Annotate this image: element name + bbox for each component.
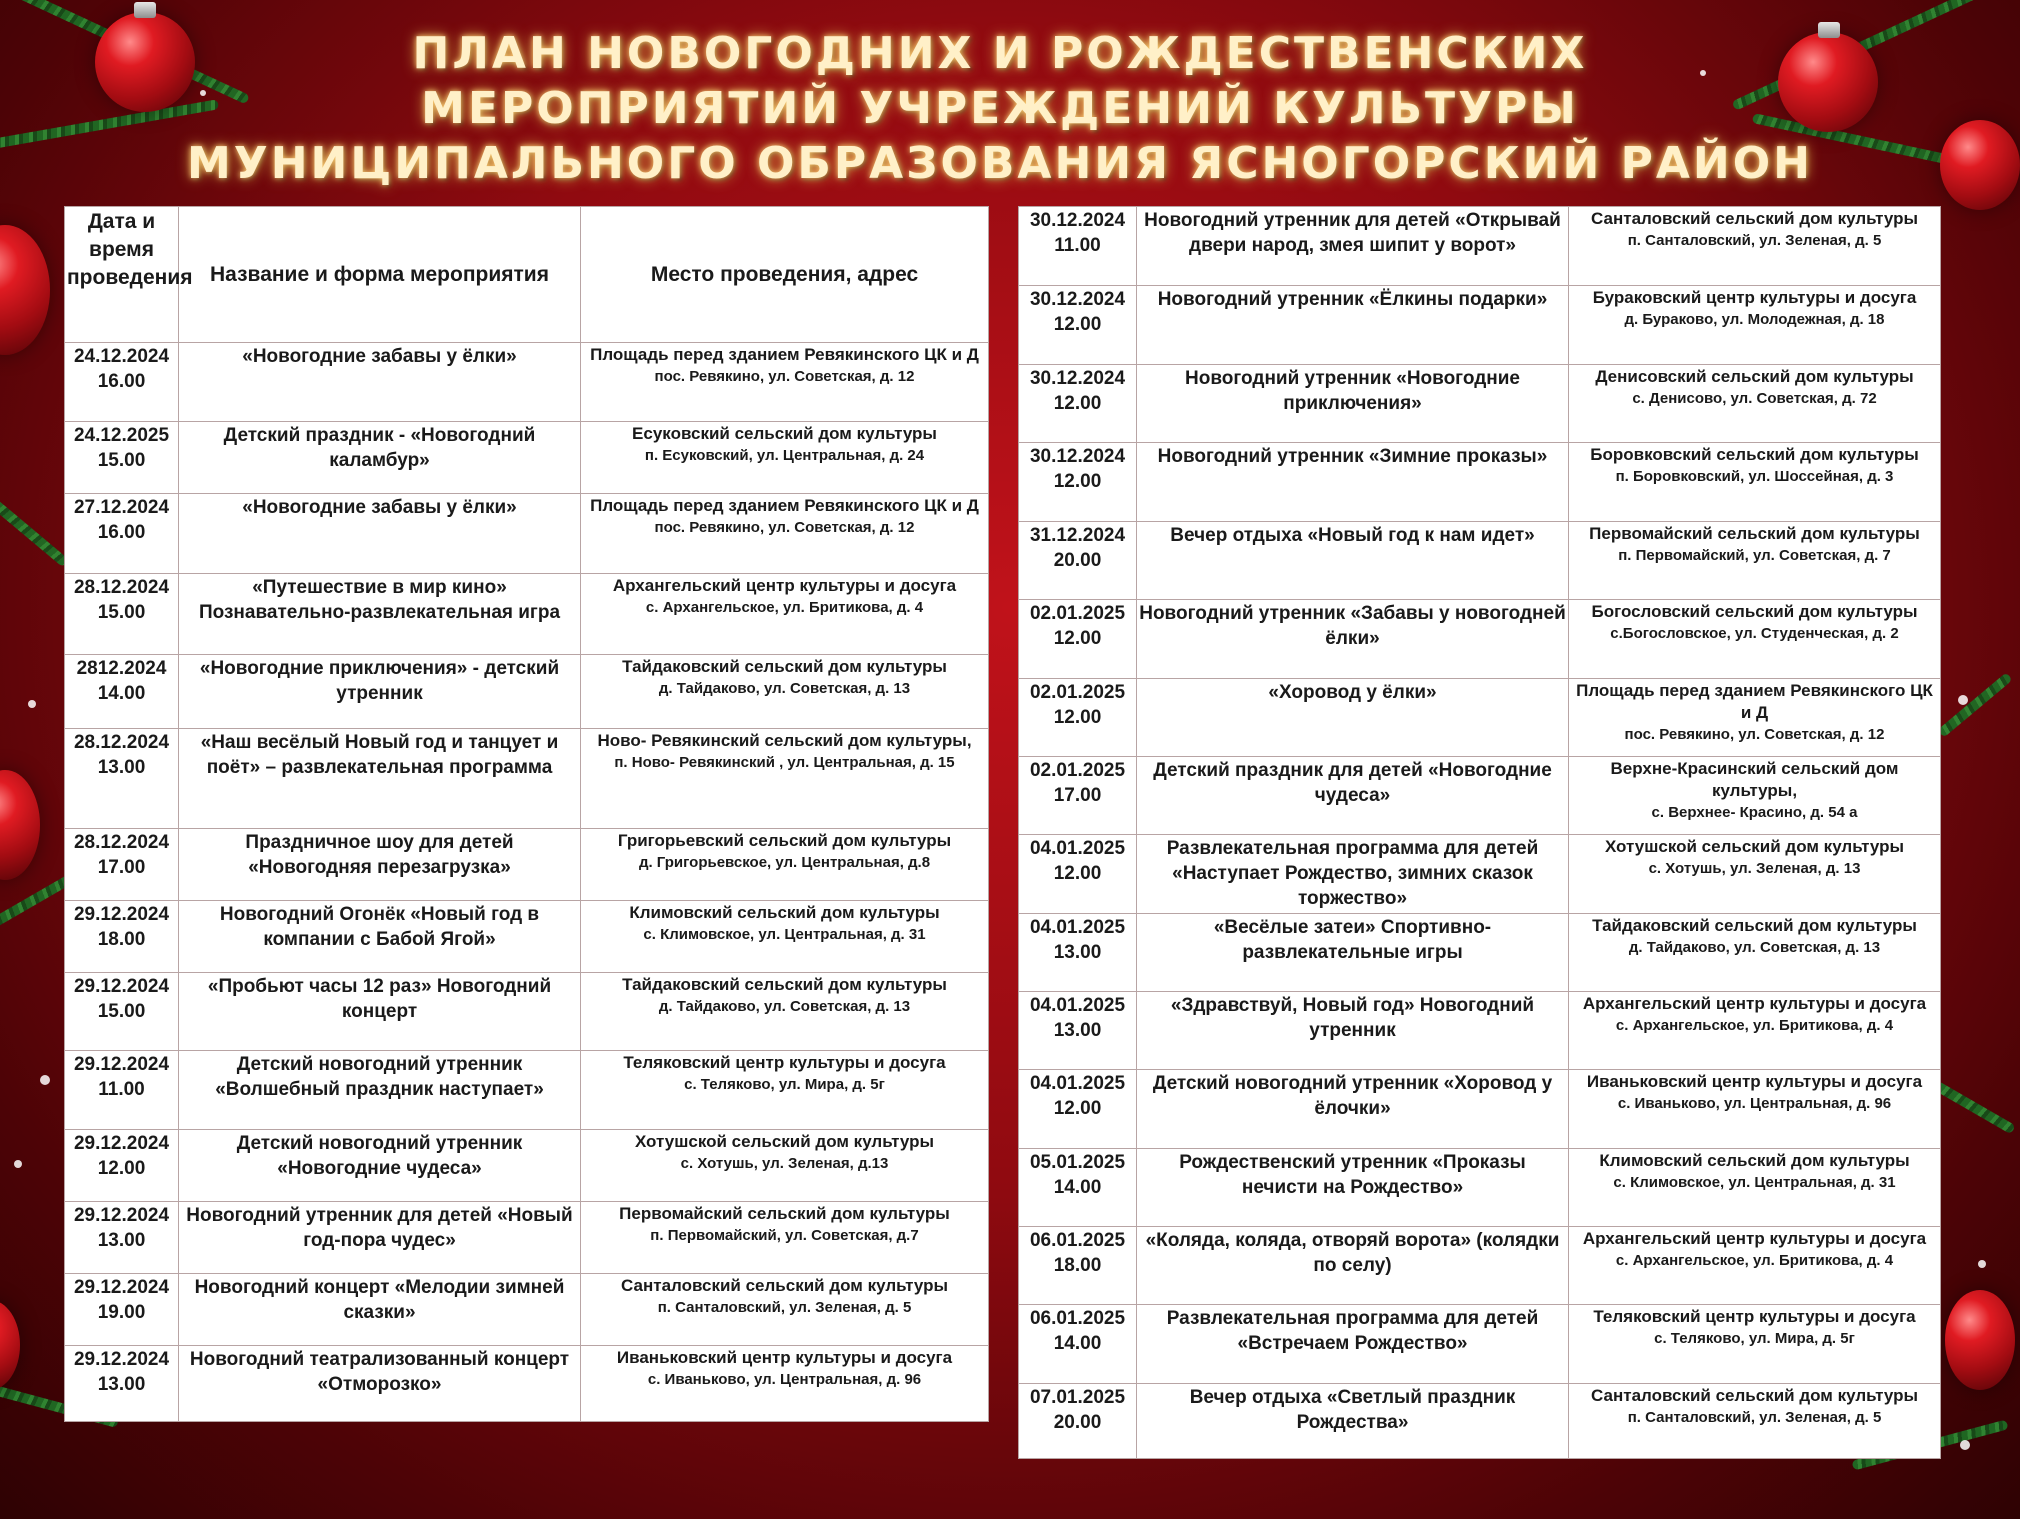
event-venue: Денисовский сельский дом культуры [1595, 367, 1914, 386]
event-name: Новогодний утренник «Ёлкины подарки» [1137, 286, 1569, 365]
event-venue: Санталовский сельский дом культуры [621, 1276, 948, 1295]
event-venue: Климовский сельский дом культуры [629, 903, 940, 922]
event-address: с. Иваньково, ул. Центральная, д. 96 [647, 1371, 922, 1388]
event-address: д. Григорьевское, ул. Центральная, д.8 [638, 854, 931, 871]
event-venue: Санталовский сельский дом культуры [1591, 209, 1918, 228]
event-venue: Архангельский центр культуры и досуга [612, 576, 957, 595]
event-date-time: 29.12.2024 13.00 [65, 1202, 179, 1274]
event-date-time: 28.12.2024 13.00 [65, 729, 179, 829]
event-address: с. Теляково, ул. Мира, д. 5г [684, 1076, 885, 1093]
table-row [65, 1346, 989, 1422]
event-date-time: 29.12.2024 18.00 [65, 901, 179, 973]
event-venue: Тайдаковский сельский дом культуры [622, 657, 947, 676]
event-date-time: 31.12.2024 20.00 [1019, 522, 1137, 600]
title-line-1: ПЛАН НОВОГОДНИХ И РОЖДЕСТВЕНСКИХ [412, 28, 1588, 79]
event-venue: Тайдаковский сельский дом культуры [622, 975, 947, 994]
table-row [65, 1051, 989, 1130]
header-name: Название и форма мероприятия [179, 207, 581, 343]
event-place-cell [1569, 1070, 1941, 1149]
event-name: Детский праздник для детей «Новогодние чудеса» [1137, 757, 1569, 835]
event-name: Новогодний концерт «Мелодии зимней сказки» [179, 1274, 581, 1346]
event-name: «Новогодние забавы у ёлки» [179, 494, 581, 574]
snow-dot [28, 700, 36, 708]
table-row [1019, 1227, 1941, 1305]
event-date-time: 06.01.2025 18.00 [1019, 1227, 1137, 1305]
event-address: д. Тайдаково, ул. Советская, д. 13 [1628, 939, 1881, 956]
event-address: пос. Ревякино, ул. Советская, д. 12 [654, 519, 915, 536]
ornament-cap [134, 2, 156, 18]
event-place-cell [1569, 1149, 1941, 1227]
event-name: Новогодний утренник «Новогодние приключения» [1137, 365, 1569, 443]
event-venue: Площадь перед зданием Ревякинского ЦК и Д [590, 345, 979, 364]
event-address: п. Санталовский, ул. Зеленая, д. 5 [1627, 1409, 1882, 1426]
event-name: Детский праздник - «Новогодний каламбур» [179, 422, 581, 494]
event-address: с. Хотушь, ул. Зеленая, д.13 [680, 1155, 889, 1172]
title-line-2: МЕРОПРИЯТИЙ УЧРЕЖДЕНИЙ КУЛЬТУРЫ [421, 83, 1579, 134]
event-address: п. Боровковский, ул. Шоссейная, д. 3 [1615, 468, 1894, 485]
snow-dot [14, 1160, 22, 1168]
event-address: д. Тайдаково, ул. Советская, д. 13 [658, 998, 911, 1015]
table-row [1019, 992, 1941, 1070]
event-name: Развлекательная программа для детей «Наступает Рождество, зимних сказок торжество» [1137, 835, 1569, 914]
event-place-cell [1569, 757, 1941, 835]
table-row [65, 1202, 989, 1274]
event-address: пос. Ревякино, ул. Советская, д. 12 [1624, 726, 1885, 743]
event-venue: Иваньковский центр культуры и досуга [1586, 1072, 1923, 1091]
event-address: с. Денисово, ул. Советская, д. 72 [1632, 390, 1877, 407]
event-date-time: 02.01.2025 12.00 [1019, 679, 1137, 757]
event-name: Детский новогодний утренник «Волшебный праздник наступает» [179, 1051, 581, 1130]
event-name: Вечер отдыха «Новый год к нам идет» [1137, 522, 1569, 600]
event-place-cell [581, 1274, 989, 1346]
event-place-cell [1569, 914, 1941, 992]
table-row [65, 1274, 989, 1346]
event-date-time: 30.12.2024 12.00 [1019, 443, 1137, 522]
event-venue: Есуковский сельский дом культуры [632, 424, 937, 443]
event-date-time: 07.01.2025 20.00 [1019, 1384, 1137, 1459]
event-date-time: 04.01.2025 13.00 [1019, 992, 1137, 1070]
title-line-3: МУНИЦИПАЛЬНОГО ОБРАЗОВАНИЯ ЯСНОГОРСКИЙ РАЙОН [187, 138, 1813, 189]
event-name: Детский новогодний утренник «Хоровод у ёлочки» [1137, 1070, 1569, 1149]
event-name: Рождественский утренник «Проказы нечисти на Рождество» [1137, 1149, 1569, 1227]
event-place-cell [581, 574, 989, 655]
event-address: с. Теляково, ул. Мира, д. 5г [1654, 1330, 1855, 1347]
event-date-time: 28.12.2024 15.00 [65, 574, 179, 655]
event-name: Новогодний утренник для детей «Новый год-пора чудес» [179, 1202, 581, 1274]
event-address: с. Архангельское, ул. Бритикова, д. 4 [645, 599, 924, 616]
event-name: «Путешествие в мир кино» Познавательно-развлекательная игра [179, 574, 581, 655]
event-place-cell [581, 1202, 989, 1274]
table-row [1019, 286, 1941, 365]
event-name: «Коляда, коляда, отворяй ворота» (колядки по селу) [1137, 1227, 1569, 1305]
event-place-cell [1569, 679, 1941, 757]
table-row [1019, 600, 1941, 679]
table-row [65, 494, 989, 574]
table-row [65, 655, 989, 729]
event-name: Новогодний утренник «Зимние проказы» [1137, 443, 1569, 522]
event-venue: Тайдаковский сельский дом культуры [1592, 916, 1917, 935]
event-place-cell [1569, 1227, 1941, 1305]
event-address: п. Есуковский, ул. Центральная, д. 24 [644, 447, 925, 464]
page-title [0, 26, 2000, 191]
event-name: Развлекательная программа для детей «Встречаем Рождество» [1137, 1305, 1569, 1384]
event-name: «Новогодние забавы у ёлки» [179, 343, 581, 422]
event-address: с. Архангельское, ул. Бритикова, д. 4 [1615, 1252, 1894, 1269]
event-place-cell [581, 973, 989, 1051]
event-place-cell [581, 343, 989, 422]
event-date-time: 28.12.2024 17.00 [65, 829, 179, 901]
table-row [65, 829, 989, 901]
snow-dot [40, 1075, 50, 1085]
event-name: «Наш весёлый Новый год и танцует и поёт» – развлекательная программа [179, 729, 581, 829]
event-venue: Хотушской сельский дом культуры [1604, 837, 1905, 856]
event-place-cell [1569, 1384, 1941, 1459]
event-venue: Верхне-Красинский сельский дом культуры, [1610, 759, 1899, 800]
event-venue: Богословский сельский дом культуры [1591, 602, 1918, 621]
table-row [65, 574, 989, 655]
event-name: Вечер отдыха «Светлый праздник Рождества» [1137, 1384, 1569, 1459]
event-address: д. Тайдаково, ул. Советская, д. 13 [658, 680, 911, 697]
event-address: с. Климовское, ул. Центральная, д. 31 [1613, 1174, 1896, 1191]
event-date-time: 30.12.2024 12.00 [1019, 286, 1137, 365]
event-name: «Новогодние приключения» - детский утренник [179, 655, 581, 729]
event-date-time: 04.01.2025 13.00 [1019, 914, 1137, 992]
event-date-time: 24.12.2025 15.00 [65, 422, 179, 494]
event-venue: Архангельский центр культуры и досуга [1582, 994, 1927, 1013]
event-venue: Григорьевский сельский дом культуры [617, 831, 952, 850]
event-place-cell [581, 1051, 989, 1130]
table-row [1019, 1384, 1941, 1459]
event-place-cell [581, 1346, 989, 1422]
event-venue: Бураковский центр культуры и досуга [1592, 288, 1917, 307]
event-date-time: 04.01.2025 12.00 [1019, 835, 1137, 914]
event-name: «Весёлые затеи» Спортивно-развлекательные игры [1137, 914, 1569, 992]
event-venue: Иваньковский центр культуры и досуга [616, 1348, 953, 1367]
event-address: с. Климовское, ул. Центральная, д. 31 [643, 926, 926, 943]
event-date-time: 04.01.2025 12.00 [1019, 1070, 1137, 1149]
event-place-cell [1569, 600, 1941, 679]
event-address: с. Верхнее- Красино, д. 54 а [1651, 804, 1858, 821]
event-venue: Санталовский сельский дом культуры [1591, 1386, 1918, 1405]
event-place-cell [581, 829, 989, 901]
event-date-time: 06.01.2025 14.00 [1019, 1305, 1137, 1384]
table-row [65, 973, 989, 1051]
table-row [65, 422, 989, 494]
event-place-cell [581, 729, 989, 829]
table-row [1019, 914, 1941, 992]
table-row [1019, 365, 1941, 443]
header-date: Дата и время проведения [65, 207, 179, 343]
event-address: пос. Ревякино, ул. Советская, д. 12 [654, 368, 915, 385]
event-address: с. Иваньково, ул. Центральная, д. 96 [1617, 1095, 1892, 1112]
event-place-cell [581, 1130, 989, 1202]
table-row [65, 901, 989, 973]
event-address: с.Богословское, ул. Студенческая, д. 2 [1610, 625, 1899, 642]
event-date-time: 30.12.2024 11.00 [1019, 207, 1137, 286]
event-venue: Климовский сельский дом культуры [1599, 1151, 1910, 1170]
event-date-time: 02.01.2025 12.00 [1019, 600, 1137, 679]
event-name: Новогодний утренник «Забавы у новогодней ёлки» [1137, 600, 1569, 679]
table-row [1019, 1305, 1941, 1384]
event-date-time: 29.12.2024 19.00 [65, 1274, 179, 1346]
table-row [1019, 207, 1941, 286]
event-venue: Хотушской сельский дом культуры [634, 1132, 935, 1151]
table-row [1019, 1149, 1941, 1227]
event-date-time: 29.12.2024 11.00 [65, 1051, 179, 1130]
event-place-cell [1569, 365, 1941, 443]
event-name: «Пробьют часы 12 раз» Новогодний концерт [179, 973, 581, 1051]
table-row [1019, 522, 1941, 600]
event-date-time: 24.12.2024 16.00 [65, 343, 179, 422]
event-address: д. Бураково, ул. Молодежная, д. 18 [1624, 311, 1885, 328]
event-name: Новогодний театрализованный концерт «Отморозко» [179, 1346, 581, 1422]
event-venue: Ново- Ревякинский сельский дом культуры, [597, 731, 972, 750]
event-address: п. Первомайский, ул. Советская, д. 7 [1618, 547, 1891, 564]
event-venue: Площадь перед зданием Ревякинского ЦК и Д [590, 496, 979, 515]
table-row [65, 729, 989, 829]
event-place-cell [581, 655, 989, 729]
event-date-time: 29.12.2024 13.00 [65, 1346, 179, 1422]
event-venue: Площадь перед зданием Ревякинского ЦК и Д [1576, 681, 1933, 722]
table-row [65, 1130, 989, 1202]
event-address: с. Хотушь, ул. Зеленая, д. 13 [1648, 860, 1861, 877]
event-place-cell [581, 494, 989, 574]
event-name: Новогодний утренник для детей «Открывай двери народ, змея шипит у ворот» [1137, 207, 1569, 286]
fir-branch-decor [0, 483, 69, 568]
event-address: п. Ново- Ревякинский , ул. Центральная, д. 15 [614, 754, 955, 771]
snow-dot [1958, 695, 1968, 705]
ornament-ball [0, 1300, 20, 1390]
ornament-ball [1945, 1290, 2015, 1390]
table-header-row [65, 207, 989, 343]
event-venue: Теляковский центр культуры и досуга [1593, 1307, 1916, 1326]
event-name: «Хоровод у ёлки» [1137, 679, 1569, 757]
fir-branch-decor [1937, 672, 2012, 738]
event-date-time: 30.12.2024 12.00 [1019, 365, 1137, 443]
ornament-ball [0, 225, 50, 355]
table-row [1019, 757, 1941, 835]
event-date-time: 27.12.2024 16.00 [65, 494, 179, 574]
event-place-cell [1569, 207, 1941, 286]
snow-dot [1978, 1260, 1986, 1268]
event-venue: Первомайский сельский дом культуры [1589, 524, 1920, 543]
event-place-cell [1569, 835, 1941, 914]
event-place-cell [1569, 443, 1941, 522]
ornament-ball [0, 770, 40, 880]
event-place-cell [1569, 286, 1941, 365]
table-row [1019, 679, 1941, 757]
event-place-cell [1569, 522, 1941, 600]
table-row [65, 343, 989, 422]
event-place-cell [1569, 1305, 1941, 1384]
event-date-time: 2812.2024 14.00 [65, 655, 179, 729]
event-venue: Боровковский сельский дом культуры [1590, 445, 1919, 464]
event-address: п. Первомайский, ул. Советская, д.7 [650, 1227, 919, 1244]
event-venue: Архангельский центр культуры и досуга [1582, 1229, 1927, 1248]
event-name: Новогодний Огонёк «Новый год в компании с Бабой Ягой» [179, 901, 581, 973]
event-address: с. Архангельское, ул. Бритикова, д. 4 [1615, 1017, 1894, 1034]
event-date-time: 05.01.2025 14.00 [1019, 1149, 1137, 1227]
event-date-time: 02.01.2025 17.00 [1019, 757, 1137, 835]
event-address: п. Санталовский, ул. Зеленая, д. 5 [657, 1299, 912, 1316]
table-row [1019, 1070, 1941, 1149]
snow-dot [1960, 1440, 1970, 1450]
event-name: Детский новогодний утренник «Новогодние чудеса» [179, 1130, 581, 1202]
header-place: Место проведения, адрес [581, 207, 989, 343]
event-place-cell [581, 901, 989, 973]
event-place-cell [1569, 992, 1941, 1070]
event-place-cell [581, 422, 989, 494]
table-row [1019, 443, 1941, 522]
event-venue: Первомайский сельский дом культуры [619, 1204, 950, 1223]
event-date-time: 29.12.2024 15.00 [65, 973, 179, 1051]
event-address: п. Санталовский, ул. Зеленая, д. 5 [1627, 232, 1882, 249]
event-name: «Здравствуй, Новый год» Новогодний утренник [1137, 992, 1569, 1070]
event-date-time: 29.12.2024 12.00 [65, 1130, 179, 1202]
event-name: Праздничное шоу для детей «Новогодняя перезагрузка» [179, 829, 581, 901]
table-row [1019, 835, 1941, 914]
event-venue: Теляковский центр культуры и досуга [623, 1053, 946, 1072]
events-table-left [64, 206, 989, 1422]
events-table-right [1018, 206, 1941, 1459]
